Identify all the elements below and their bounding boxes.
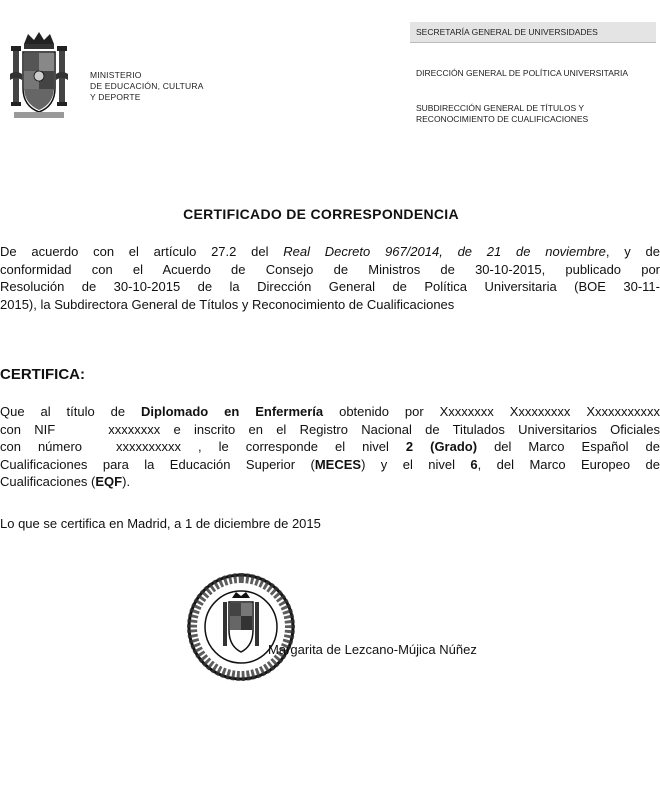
text-run: del Marco Español de bbox=[494, 439, 660, 454]
registry-number: xxxxxxxxxx bbox=[116, 439, 182, 454]
text-run: con NIF bbox=[0, 421, 56, 437]
eqf-level: 6 bbox=[470, 456, 478, 472]
text-run: ). bbox=[122, 474, 131, 489]
paragraph-line: Resolución de 30-10-2015 de la Dirección General de Política Universitaria (BOE 30-11- bbox=[0, 279, 660, 294]
intro-paragraph bbox=[0, 243, 660, 313]
ministry-line: DE EDUCACIÓN, CULTURA bbox=[90, 81, 204, 91]
secretaria-label: SECRETARÍA GENERAL DE UNIVERSIDADES bbox=[410, 22, 656, 43]
paragraph-line bbox=[0, 243, 660, 261]
holder-name: Xxxxxxxx Xxxxxxxxx Xxxxxxxxxxx bbox=[439, 404, 660, 419]
text-run: , le corresponde el nivel bbox=[198, 439, 389, 454]
decree-reference: Real Decreto 967/2014, de 21 de noviembre bbox=[283, 244, 606, 259]
text-run: e inscrito en el Registro Nacional de Titulados Universitarios Oficiales bbox=[173, 421, 660, 437]
direccion-label: DIRECCIÓN GENERAL DE POLÍTICA UNIVERSITARIA bbox=[416, 68, 629, 78]
text-run: , y de bbox=[605, 244, 660, 259]
eqf-acronym: EQF bbox=[95, 474, 123, 489]
paragraph-line bbox=[0, 438, 660, 456]
signer-name: Margarita de Lezcano-Mújica Núñez bbox=[268, 642, 477, 657]
paragraph-line bbox=[0, 473, 660, 491]
document-title: CERTIFICADO DE CORRESPONDENCIA bbox=[183, 206, 459, 222]
official-seal-stamp bbox=[186, 572, 296, 682]
paragraph-line: 2015), la Subdirectora General de Títulos y Reconocimiento de Cualificaciones bbox=[0, 296, 455, 312]
meces-level: 2 (Grado) bbox=[405, 439, 478, 454]
certifica-heading: CERTIFICA: bbox=[0, 366, 85, 383]
text-run: Que al título de bbox=[0, 404, 126, 419]
text-run: obtenido por bbox=[339, 404, 424, 419]
text-run: De acuerdo con el artículo 27.2 del bbox=[0, 244, 269, 259]
paragraph-line bbox=[0, 403, 660, 421]
text-run: ) y el nivel bbox=[361, 456, 455, 472]
meces-acronym: MECES bbox=[314, 456, 362, 472]
ministry-line: Y DEPORTE bbox=[90, 92, 141, 102]
degree-title: Diplomado en Enfermería bbox=[141, 404, 324, 419]
paragraph-line bbox=[0, 456, 660, 474]
nif-value: xxxxxxxx bbox=[108, 421, 161, 437]
paragraph-line: conformidad con el Acuerdo de Consejo de Ministros de 30-10-2015, publicado por bbox=[0, 261, 660, 277]
ministry-name bbox=[90, 70, 204, 103]
closing-statement: Lo que se certifica en Madrid, a 1 de diciembre de 2015 bbox=[0, 516, 321, 531]
coat-of-arms-logo bbox=[10, 30, 68, 120]
text-run: , del Marco Europeo de bbox=[477, 456, 660, 472]
paragraph-line bbox=[0, 421, 660, 439]
subdireccion-label: SUBDIRECCIÓN GENERAL DE TÍTULOS Y RECONOCIMIENTO DE CUALIFICACIONES bbox=[416, 103, 589, 124]
text-run: Cualificaciones para la Educación Superior ( bbox=[0, 456, 315, 472]
text-run: Cualificaciones ( bbox=[0, 474, 96, 489]
text-run: con número bbox=[0, 439, 83, 454]
certification-paragraph bbox=[0, 403, 660, 491]
ministry-line: MINISTERIO bbox=[90, 70, 142, 80]
